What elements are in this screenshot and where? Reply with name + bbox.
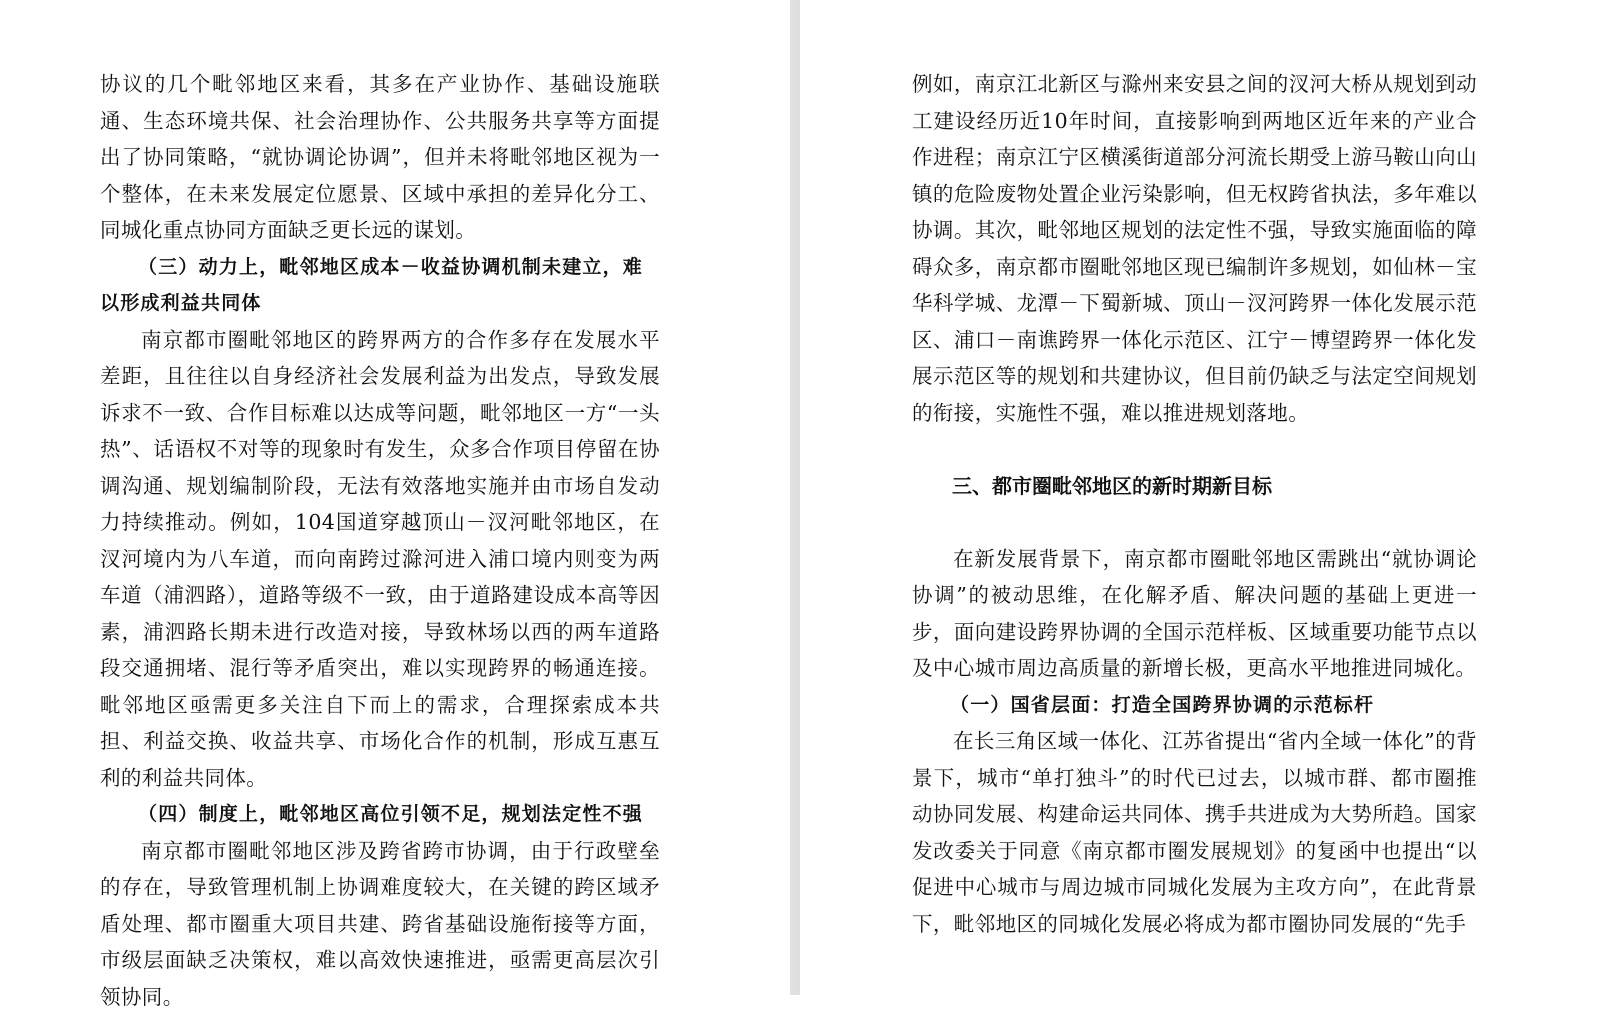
paragraph: 协议的几个毗邻地区来看，其多在产业协作、基础设施联通、生态环境共保、社会治理协作、公共服务共享等方面提出了协同策略，“就协调论协调”，但并未将毗邻地区视为一个整体，在未来发展定位愿景、区域中承担的差异化分工、同城化重点协同方面缺乏更长远的谋划。 xyxy=(100,66,660,249)
spacer xyxy=(912,504,1477,541)
left-page xyxy=(0,0,790,995)
right-page xyxy=(800,0,1600,995)
paragraph: 南京都市圈毗邻地区涉及跨省跨市协调，由于行政壁垒的存在，导致管理机制上协调难度较大，在关键的跨区域矛盾处理、都市圈重大项目共建、跨省基础设施衔接等方面，市级层面缺乏决策权，难以高效快速推进，亟需更高层次引领协同。 xyxy=(100,833,660,1015)
paragraph: 南京都市圈毗邻地区的跨界两方的合作多存在发展水平差距，且往往以自身经济社会发展利益为出发点，导致发展诉求不一致、合作目标难以达成等问题，毗邻地区一方“一头热”、话语权不对等的现象时有发生，众多合作项目停留在协调沟通、规划编制阶段，无法有效落地实施并由市场自发动力持续推动。例如，104国道穿越顶山－汊河毗邻地区，在汊河境内为八车道，而向南跨过滁河进入浦口境内则变为两车道（浦泗路），道路等级不一致，由于道路建设成本高等因素，浦泗路长期未进行改造对接，导致林场以西的两车道路段交通拥堵、混行等矛盾突出，难以实现跨界的畅通连接。毗邻地区亟需更多关注自下而上的需求，合理探索成本共担、利益交换、收益共享、市场化合作的机制，形成互惠互利的利益共同体。 xyxy=(100,322,660,797)
section-heading: 三、都市圈毗邻地区的新时期新目标 xyxy=(912,468,1477,505)
left-page-text-column xyxy=(100,66,660,1015)
subsection-heading: （四）制度上，毗邻地区高位引领不足，规划法定性不强 xyxy=(100,796,660,833)
subsection-heading: （一）国省层面：打造全国跨界协调的示范标杆 xyxy=(912,687,1477,724)
spacer xyxy=(912,431,1477,468)
paragraph: 在新发展背景下，南京都市圈毗邻地区需跳出“就协调论协调”的被动思维，在化解矛盾、解决问题的基础上更进一步，面向建设跨界协调的全国示范样板、区域重要功能节点以及中心城市周边高质量的新增长极，更高水平地推进同城化。 xyxy=(912,541,1477,687)
paragraph: 在长三角区域一体化、江苏省提出“省内全域一体化”的背景下，城市“单打独斗”的时代已过去，以城市群、都市圈推动协同发展、构建命运共同体、携手共进成为大势所趋。国家发改委关于同意《南京都市圈发展规划》的复函中也提出“以促进中心城市与周边城市同城化发展为主攻方向”，在此背景下，毗邻地区的同城化发展必将成为都市圈协同发展的“先手 xyxy=(912,723,1477,942)
right-page-text-column xyxy=(912,66,1477,942)
subsection-heading: （三）动力上，毗邻地区成本－收益协调机制未建立，难以形成利益共同体 xyxy=(100,249,660,322)
paragraph: 例如，南京江北新区与滁州来安县之间的汊河大桥从规划到动工建设经历近10年时间，直接影响到两地区近年来的产业合作进程；南京江宁区横溪街道部分河流长期受上游马鞍山向山镇的危险废物处置企业污染影响，但无权跨省执法，多年难以协调。其次，毗邻地区规划的法定性不强，导致实施面临的障碍众多，南京都市圈毗邻地区现已编制许多规划，如仙林－宝华科学城、龙潭－下蜀新城、顶山－汊河跨界一体化发展示范区、浦口－南谯跨界一体化示范区、江宁－博望跨界一体化发展示范区等的规划和共建协议，但目前仍缺乏与法定空间规划的衔接，实施性不强，难以推进规划落地。 xyxy=(912,66,1477,431)
